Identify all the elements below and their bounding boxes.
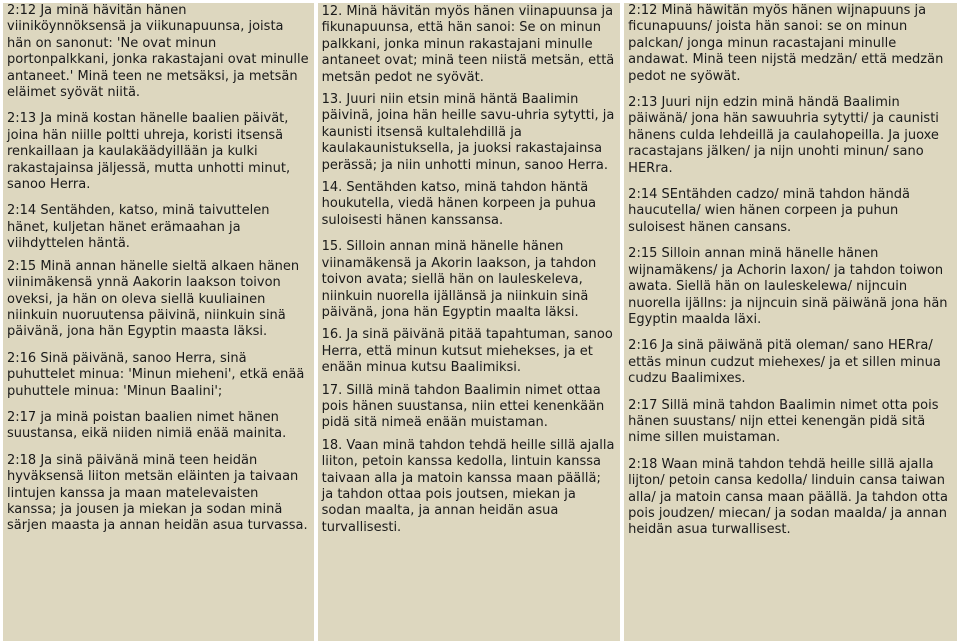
- verse-18-col2: 18. Vaan minä tahdon tehdä heille sillä ajalla liiton, petoin kanssa kedolla, lintuin kanssa taivaan alla ja matoin kanssa maan päällä; ja tahdon ottaa pois joutsen, miekan ja sodan maalta, ja annan heidän asua turvallisesti.: [321, 437, 615, 535]
- verse-16-col2: 16. Ja sinä päivänä pitää tapahtuman, sanoo Herra, että minun kutsut miehekses, ja et enään minua kutsu Baalimiksi.: [321, 327, 613, 376]
- table-row: [2, 2, 958, 642]
- verse-2-18-col3: 2:18 Waan minä tahdon tehdä heille sillä ajalla lijton/ petoin cansa kedolla/ linduin cansa taiwan alla/ ja matoin cansa maan päällä. Ja tahdon otta pois joudzen/ miecan/ ja sodan maalda/ ja annan heidän asua turwallisest.: [628, 456, 948, 538]
- verse-12-col2: 12. Minä hävitän myös hänen viinapuunsa ja fikunapuunsa, että hän sanoi: Se on minun palkkani, jonka minun rakastajani minulle antaneet ovat; minä teen niistä metsän, että metsän pedot ne syövät.: [321, 4, 615, 85]
- verse-2-14-col3: 2:14 SEntähden cadzo/ minä tahdon händä haucutella/ wien hänen corpeen ja puhun suloisest hänen cansans.: [628, 187, 910, 235]
- column-1642-translation: [623, 2, 958, 642]
- verse-2-14-col1: 2:14 Sentähden, katso, minä taivuttelen hänet, kuljetan hänet erämaahan ja viihdyttelen häntä.: [7, 203, 270, 252]
- column-1992-translation: [2, 2, 315, 642]
- verse-2-12-col1: 2:12 Ja minä hävitän hänen viiniköynnöksensä ja viikunapuunsa, joista hän on sanonut: 'Ne ovat minun portonpalkkani, jonka rakastajani ovat minulle antaneet.' Minä teen ne metsäksi, ja metsän eläimet syövät niitä.: [7, 3, 309, 101]
- verse-2-15-col1: 2:15 Minä annan hänelle sieltä alkaen hänen viinimäkensä ynnä Aakorin laakson toivon oveksi, ja hän on oleva siellä kuuliainen niinkuin nuoruutensa päivinä, niinkuin sinä päivänä, jona hän Egyptin maasta läksi.: [7, 258, 300, 340]
- verse-2-17-col1: 2:17 ja minä poistan baalien nimet hänen suustansa, eikä niiden nimiä enää mainita.: [7, 409, 287, 442]
- verse-2-13-col3: 2:13 Juuri nijn edzin minä händä Baalimin päiwänä/ jona hän sawuuhria sytytti/ ja caunisti hänens culda lehdeillä ja caulahopeilla. Ja juoxe racastajans jälken/ ja nijn unohti minun/ sano HERra.: [628, 95, 939, 176]
- verse-15-col2: 15. Silloin annan minä hänelle hänen viinamäkensä ja Akorin laakson, ja tahdon toivon avata; siellä hän on lauleskeleva, niinkuin nuorella ijällänsä ja niinkuin sinä päivänä, jona hän Egyptin maalta läksi.: [321, 239, 597, 320]
- verse-14-col2: 14. Sentähden katso, minä tahdon häntä houkutella, viedä hänen korpeen ja puhua suloisesti hänen kanssansa.: [321, 180, 597, 228]
- verse-2-16-col1: 2:16 Sinä päivänä, sanoo Herra, sinä puhuttelet minua: 'Minun mieheni', etkä enää puhuttele minua: 'Minun Baalini';: [7, 350, 305, 399]
- verse-2-12-col3: 2:12 Minä häwitän myös hänen wijnapuuns ja ficunapuuns/ joista hän sanoi: se on minun palckan/ jonga minun racastajani minulle andawat. Minä teen nijstä medzän/ että medzän pedot ne syöwät.: [628, 3, 944, 84]
- verse-2-13-col1: 2:13 Ja minä kostan hänelle baalien päivät, joina hän niille poltti uhreja, koristi itsensä renkaillaan ja kaulakäädyillään ja kulki rakastajainsa jäljessä, mutta unhotti minut, sanoo Herra.: [7, 111, 291, 193]
- verse-2-15-col3: 2:15 Silloin annan minä hänelle hänen wijnamäkens/ ja Achorin laxon/ ja tahdon toiwon awata. Siellä hän on lauleskelewa/ nijncuin nuorella ijällns: ja nijncuin sinä päiwänä jona hän Egyptin maalda läxi.: [628, 246, 948, 327]
- verse-2-16-col3: 2:16 Ja sinä päiwänä pitä oleman/ sano HERra/ ettäs minun cudzut miehexes/ ja et sillen minua cudzu Baalimixes.: [628, 338, 941, 387]
- verse-2-17-col3: 2:17 Sillä minä tahdon Baalimin nimet otta pois hänen suustans/ nijn ettei kenengän pidä sitä nime sillen muistaman.: [628, 397, 939, 446]
- verse-17-col2: 17. Sillä minä tahdon Baalimin nimet ottaa pois hänen suustansa, niin ettei kenenkään pidä sitä nimeä enään muistaman.: [321, 382, 605, 431]
- verse-13-col2: 13. Juuri niin etsin minä häntä Baalimin päivinä, joina hän heille savu-uhria sytytti, ja kaunisti itsensä kultalehdillä ja kaulakaunistuksella, ja juoksi rakastajainsa perässä; ja niin unhotti minun, sanoo Herra.: [321, 92, 615, 173]
- column-1776-translation: [317, 2, 622, 642]
- verse-2-18-col1: 2:18 Ja sinä päivänä minä teen heidän hyväksensä liiton metsän eläinten ja taivaan lintujen kanssa ja maan matelevaisten kanssa; ja jousen ja miekan ja sodan minä särjen maasta ja annan heidän asua turvassa.: [7, 452, 308, 534]
